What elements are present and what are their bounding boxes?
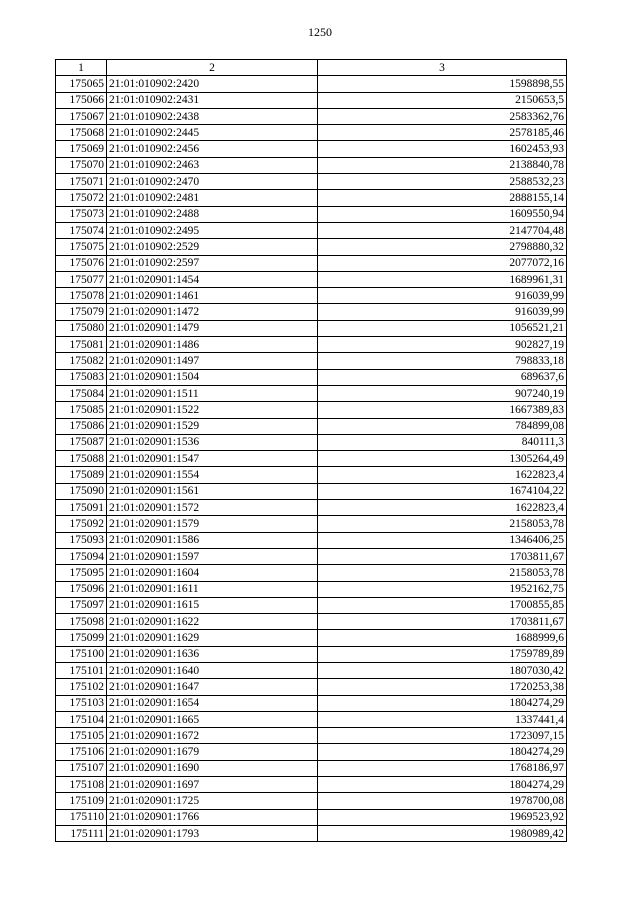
row-number-cell: 175104 — [56, 711, 107, 727]
table-row — [56, 271, 567, 287]
value-cell: 840111,3 — [318, 434, 567, 450]
value-cell: 1804274,29 — [318, 695, 567, 711]
value-cell: 2147704,48 — [318, 222, 567, 238]
value-cell: 2798880,32 — [318, 239, 567, 255]
cadastral-number-cell: 21:01:010902:2495 — [107, 222, 318, 238]
table-row — [56, 760, 567, 776]
cadastral-number-cell: 21:01:020901:1665 — [107, 711, 318, 727]
table-row — [56, 548, 567, 564]
value-cell: 1689961,31 — [318, 271, 567, 287]
row-number-cell: 175098 — [56, 614, 107, 630]
table-row — [56, 793, 567, 809]
value-cell: 1952162,75 — [318, 581, 567, 597]
row-number-cell: 175095 — [56, 565, 107, 581]
table-row — [56, 483, 567, 499]
row-number-cell: 175100 — [56, 646, 107, 662]
value-cell: 1978700,08 — [318, 793, 567, 809]
value-cell: 1804274,29 — [318, 777, 567, 793]
table-row — [56, 418, 567, 434]
cadastral-number-cell: 21:01:020901:1636 — [107, 646, 318, 662]
cadastral-number-cell: 21:01:020901:1679 — [107, 744, 318, 760]
table-row — [56, 777, 567, 793]
value-cell: 1622823,4 — [318, 467, 567, 483]
cadastral-number-cell: 21:01:020901:1561 — [107, 483, 318, 499]
table-row — [56, 500, 567, 516]
value-cell: 1337441,4 — [318, 711, 567, 727]
value-cell: 1980989,42 — [318, 825, 567, 841]
page-number: 1250 — [308, 25, 332, 39]
cadastral-number-cell: 21:01:020901:1615 — [107, 597, 318, 613]
row-number-cell: 175109 — [56, 793, 107, 809]
cadastral-number-cell: 21:01:010902:2481 — [107, 190, 318, 206]
cadastral-number-cell: 21:01:020901:1529 — [107, 418, 318, 434]
row-number-cell: 175081 — [56, 337, 107, 353]
cadastral-number-cell: 21:01:020901:1536 — [107, 434, 318, 450]
table-row — [56, 141, 567, 157]
value-cell: 1720253,38 — [318, 679, 567, 695]
value-cell: 916039,99 — [318, 288, 567, 304]
value-cell: 1703811,67 — [318, 614, 567, 630]
cadastral-number-cell: 21:01:020901:1554 — [107, 467, 318, 483]
table-row — [56, 125, 567, 141]
table-row — [56, 451, 567, 467]
table-row — [56, 809, 567, 825]
table-row — [56, 597, 567, 613]
cadastral-number-cell: 21:01:010902:2456 — [107, 141, 318, 157]
value-cell: 1807030,42 — [318, 662, 567, 678]
row-number-cell: 175096 — [56, 581, 107, 597]
value-cell: 2588532,23 — [318, 174, 567, 190]
cadastral-number-cell: 21:01:020901:1766 — [107, 809, 318, 825]
table-row — [56, 92, 567, 108]
row-number-cell: 175076 — [56, 255, 107, 271]
row-number-cell: 175084 — [56, 385, 107, 401]
cadastral-number-cell: 21:01:020901:1472 — [107, 304, 318, 320]
row-number-cell: 175072 — [56, 190, 107, 206]
value-cell: 1667389,83 — [318, 402, 567, 418]
table-row — [56, 337, 567, 353]
row-number-cell: 175097 — [56, 597, 107, 613]
table-row — [56, 728, 567, 744]
cadastral-number-cell: 21:01:020901:1586 — [107, 532, 318, 548]
row-number-cell: 175082 — [56, 353, 107, 369]
cadastral-number-cell: 21:01:020901:1597 — [107, 548, 318, 564]
table-row — [56, 190, 567, 206]
row-number-cell: 175070 — [56, 157, 107, 173]
row-number-cell: 175107 — [56, 760, 107, 776]
row-number-cell: 175074 — [56, 222, 107, 238]
table-row — [56, 695, 567, 711]
row-number-cell: 175089 — [56, 467, 107, 483]
value-cell: 902827,19 — [318, 337, 567, 353]
row-number-cell: 175088 — [56, 451, 107, 467]
value-cell: 2578185,46 — [318, 125, 567, 141]
cadastral-number-cell: 21:01:020901:1725 — [107, 793, 318, 809]
row-number-cell: 175066 — [56, 92, 107, 108]
cadastral-number-cell: 21:01:010902:2445 — [107, 125, 318, 141]
table-row — [56, 320, 567, 336]
table-row — [56, 630, 567, 646]
cadastral-number-cell: 21:01:020901:1486 — [107, 337, 318, 353]
value-cell: 1723097,15 — [318, 728, 567, 744]
table-body — [56, 76, 567, 842]
row-number-cell: 175069 — [56, 141, 107, 157]
row-number-cell: 175075 — [56, 239, 107, 255]
row-number-cell: 175085 — [56, 402, 107, 418]
table-header-row — [56, 60, 567, 76]
table-row — [56, 565, 567, 581]
row-number-cell: 175091 — [56, 500, 107, 516]
cadastral-number-cell: 21:01:010902:2420 — [107, 76, 318, 92]
table-row — [56, 614, 567, 630]
table-row — [56, 369, 567, 385]
table-row — [56, 581, 567, 597]
table-row — [56, 239, 567, 255]
cadastral-number-cell: 21:01:020901:1572 — [107, 500, 318, 516]
row-number-cell: 175108 — [56, 777, 107, 793]
value-cell: 1759789,89 — [318, 646, 567, 662]
column-header-1: 1 — [56, 60, 107, 76]
cadastral-number-cell: 21:01:020901:1479 — [107, 320, 318, 336]
value-cell: 907240,19 — [318, 385, 567, 401]
table-row — [56, 516, 567, 532]
row-number-cell: 175111 — [56, 825, 107, 841]
table-row — [56, 402, 567, 418]
row-number-cell: 175077 — [56, 271, 107, 287]
cadastral-number-cell: 21:01:010902:2597 — [107, 255, 318, 271]
table-row — [56, 222, 567, 238]
cadastral-number-cell: 21:01:010902:2529 — [107, 239, 318, 255]
row-number-cell: 175102 — [56, 679, 107, 695]
row-number-cell: 175071 — [56, 174, 107, 190]
value-cell: 2077072,16 — [318, 255, 567, 271]
row-number-cell: 175087 — [56, 434, 107, 450]
table-row — [56, 434, 567, 450]
row-number-cell: 175101 — [56, 662, 107, 678]
row-number-cell: 175068 — [56, 125, 107, 141]
row-number-cell: 175083 — [56, 369, 107, 385]
value-cell: 1688999,6 — [318, 630, 567, 646]
value-cell: 1969523,92 — [318, 809, 567, 825]
cadastral-number-cell: 21:01:020901:1622 — [107, 614, 318, 630]
table-row — [56, 825, 567, 841]
row-number-cell: 175094 — [56, 548, 107, 564]
value-cell: 916039,99 — [318, 304, 567, 320]
cadastral-table — [55, 59, 567, 842]
value-cell: 1703811,67 — [318, 548, 567, 564]
table-row — [56, 744, 567, 760]
cadastral-number-cell: 21:01:020901:1697 — [107, 777, 318, 793]
value-cell: 2138840,78 — [318, 157, 567, 173]
value-cell: 1598898,55 — [318, 76, 567, 92]
value-cell: 784899,08 — [318, 418, 567, 434]
column-header-2: 2 — [107, 60, 318, 76]
column-header-3: 3 — [318, 60, 567, 76]
cadastral-number-cell: 21:01:010902:2463 — [107, 157, 318, 173]
cadastral-number-cell: 21:01:010902:2470 — [107, 174, 318, 190]
cadastral-number-cell: 21:01:020901:1647 — [107, 679, 318, 695]
cadastral-number-cell: 21:01:010902:2438 — [107, 108, 318, 124]
cadastral-number-cell: 21:01:020901:1579 — [107, 516, 318, 532]
cadastral-number-cell: 21:01:020901:1793 — [107, 825, 318, 841]
table-row — [56, 662, 567, 678]
table-row — [56, 174, 567, 190]
value-cell: 1602453,93 — [318, 141, 567, 157]
table-row — [56, 646, 567, 662]
row-number-cell: 175078 — [56, 288, 107, 304]
row-number-cell: 175099 — [56, 630, 107, 646]
table-row — [56, 467, 567, 483]
row-number-cell: 175090 — [56, 483, 107, 499]
row-number-cell: 175073 — [56, 206, 107, 222]
cadastral-number-cell: 21:01:020901:1629 — [107, 630, 318, 646]
row-number-cell: 175103 — [56, 695, 107, 711]
row-number-cell: 175106 — [56, 744, 107, 760]
cadastral-number-cell: 21:01:020901:1654 — [107, 695, 318, 711]
table-row — [56, 157, 567, 173]
value-cell: 2888155,14 — [318, 190, 567, 206]
table-row — [56, 108, 567, 124]
table-row — [56, 711, 567, 727]
value-cell: 2150653,5 — [318, 92, 567, 108]
row-number-cell: 175080 — [56, 320, 107, 336]
row-number-cell: 175110 — [56, 809, 107, 825]
cadastral-number-cell: 21:01:020901:1690 — [107, 760, 318, 776]
value-cell: 2158053,78 — [318, 565, 567, 581]
table-row — [56, 255, 567, 271]
cadastral-number-cell: 21:01:020901:1497 — [107, 353, 318, 369]
value-cell: 1768186,97 — [318, 760, 567, 776]
row-number-cell: 175086 — [56, 418, 107, 434]
table-row — [56, 353, 567, 369]
value-cell: 798833,18 — [318, 353, 567, 369]
table-row — [56, 679, 567, 695]
value-cell: 1804274,29 — [318, 744, 567, 760]
cadastral-number-cell: 21:01:020901:1461 — [107, 288, 318, 304]
cadastral-number-cell: 21:01:020901:1504 — [107, 369, 318, 385]
row-number-cell: 175067 — [56, 108, 107, 124]
cadastral-number-cell: 21:01:020901:1640 — [107, 662, 318, 678]
value-cell: 2583362,76 — [318, 108, 567, 124]
value-cell: 1674104,22 — [318, 483, 567, 499]
cadastral-number-cell: 21:01:020901:1511 — [107, 385, 318, 401]
table-row — [56, 304, 567, 320]
table-row — [56, 532, 567, 548]
table-row — [56, 206, 567, 222]
row-number-cell: 175093 — [56, 532, 107, 548]
row-number-cell: 175065 — [56, 76, 107, 92]
cadastral-number-cell: 21:01:020901:1454 — [107, 271, 318, 287]
value-cell: 1305264,49 — [318, 451, 567, 467]
cadastral-number-cell: 21:01:010902:2488 — [107, 206, 318, 222]
value-cell: 2158053,78 — [318, 516, 567, 532]
table-row — [56, 385, 567, 401]
table-row — [56, 76, 567, 92]
cadastral-number-cell: 21:01:020901:1522 — [107, 402, 318, 418]
value-cell: 1700855,85 — [318, 597, 567, 613]
cadastral-number-cell: 21:01:010902:2431 — [107, 92, 318, 108]
value-cell: 1609550,94 — [318, 206, 567, 222]
value-cell: 689637,6 — [318, 369, 567, 385]
table-row — [56, 288, 567, 304]
cadastral-number-cell: 21:01:020901:1672 — [107, 728, 318, 744]
row-number-cell: 175105 — [56, 728, 107, 744]
value-cell: 1056521,21 — [318, 320, 567, 336]
row-number-cell: 175079 — [56, 304, 107, 320]
row-number-cell: 175092 — [56, 516, 107, 532]
value-cell: 1346406,25 — [318, 532, 567, 548]
value-cell: 1622823,4 — [318, 500, 567, 516]
cadastral-number-cell: 21:01:020901:1611 — [107, 581, 318, 597]
cadastral-number-cell: 21:01:020901:1547 — [107, 451, 318, 467]
cadastral-number-cell: 21:01:020901:1604 — [107, 565, 318, 581]
